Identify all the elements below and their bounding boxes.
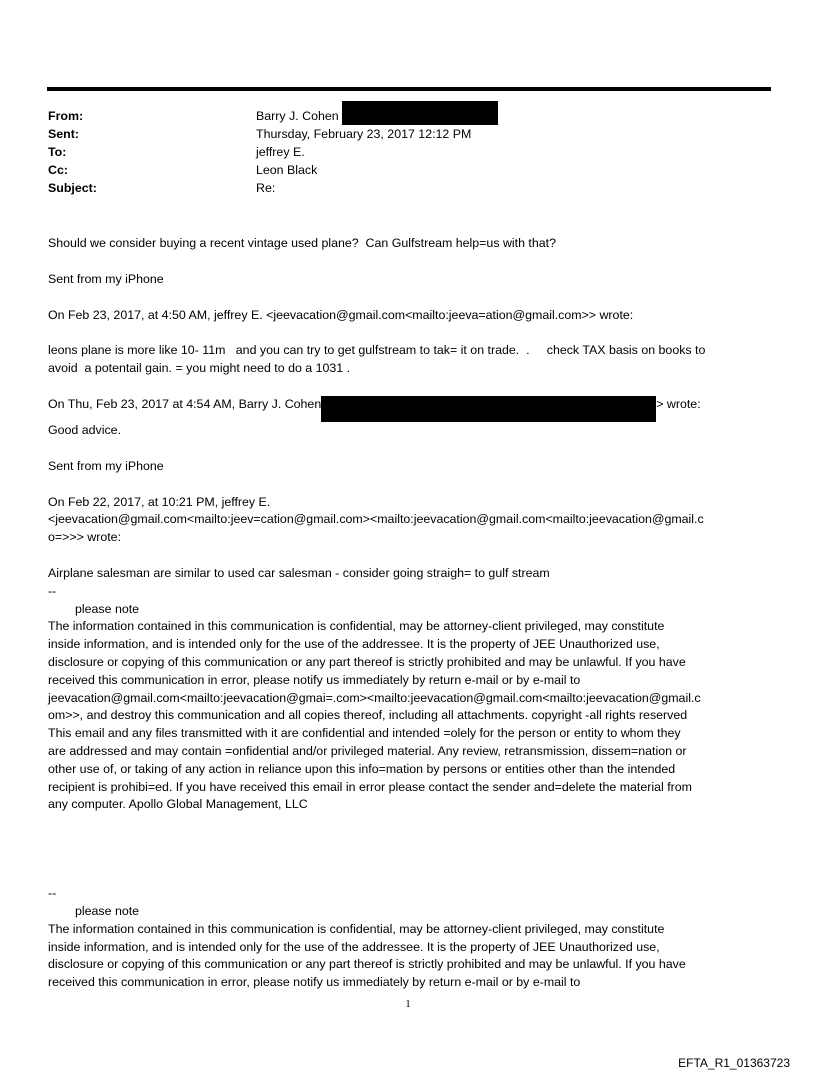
quote-header-thu-barry-suffix: > wrote:: [656, 396, 701, 411]
sent-label: Sent:: [48, 127, 79, 141]
please-note: please note: [75, 903, 140, 918]
disclaimer-line: jeevacation@gmail.com<mailto:jeevacation@gmai=.com><mailto:jeevacation@gmail.com<mailto:jeevacation@gmail.c: [48, 690, 701, 705]
cc-row: [48, 161, 498, 179]
subject-value: Re:: [256, 181, 276, 195]
disclaimer-line: disclosure or copying of this communication or any part thereof is strictly prohibited and may be unlawful. If you have: [48, 957, 686, 972]
bates-number: EFTA_R1_01363723: [678, 1056, 790, 1070]
please-note: please note: [75, 601, 140, 616]
disclaimer-line: disclosure or copying of this communication or any part thereof is strictly prohibited and may be unlawful. If you have: [48, 654, 686, 669]
disclaimer-line: are addressed and may contain =onfidential and/or privileged material. Any review, retransmission, dissem=nation or: [48, 743, 687, 758]
page-number: 1: [405, 998, 411, 1010]
body-question: Should we consider buying a recent vintage used plane? Can Gulfstream help=us with that?: [48, 236, 556, 250]
disclaimer-line: received this communication in error, please notify us immediately by return e-mail or by e-mail to: [48, 975, 581, 990]
email-header: [48, 107, 498, 197]
disclaimer-line: inside information, and is intended only for the use of the addressee. It is the property of JEE Unauthorized use,: [48, 939, 660, 954]
disclaimer-line: This email and any files transmitted with it are confidential and intended =olely for the person or entity to whom they: [48, 726, 681, 741]
from-row: [48, 107, 498, 125]
redaction-box: [342, 101, 498, 125]
cc-label: Cc:: [48, 163, 68, 177]
quote-header-thu-barry: [48, 396, 770, 422]
disclaimer-line: The information contained in this communication is confidential, may be attorney-client privileged, may constitute: [48, 619, 665, 634]
sent-from-iphone: Sent from my iPhone: [48, 271, 164, 286]
to-row: [48, 143, 498, 161]
redaction-box: [321, 396, 656, 422]
to-value: jeffrey E.: [256, 145, 305, 159]
leons-plane-line-1: leons plane is more like 10- 11m and you can try to get gulfstream to tak= it on trade. . check TAX basis on books to: [48, 343, 706, 358]
quote-header-feb23-jeffrey: On Feb 23, 2017, at 4:50 AM, jeffrey E. <jeevacation@gmail.com<mailto:jeeva=ation@gmail.com>> wrote:: [48, 307, 634, 322]
disclaimer-line: received this communication in error, please notify us immediately by return e-mail or by e-mail to: [48, 672, 581, 687]
quote-header-thu-barry-prefix: On Thu, Feb 23, 2017 at 4:54 AM, Barry J. Cohen: [48, 396, 322, 411]
sent-row: [48, 125, 498, 143]
to-label: To:: [48, 145, 67, 159]
signature-dashes: --: [48, 583, 57, 598]
email-body: [48, 235, 770, 992]
disclaimer-line: inside information, and is intended only for the use of the addressee. It is the property of JEE Unauthorized use,: [48, 637, 660, 652]
cc-value: Leon Black: [256, 163, 318, 177]
subject-row: [48, 179, 498, 197]
sent-from-iphone: Sent from my iPhone: [48, 458, 164, 473]
quote-header-feb22-line-3: o=>>> wrote:: [48, 530, 122, 545]
from-value: [256, 107, 498, 125]
leons-plane-line-2: avoid a potentail gain. = you might need to do a 1031 .: [48, 361, 351, 376]
disclaimer-line: recipient is prohibi=ed. If you have received this email in error please contact the sender and=delete the material from: [48, 779, 692, 794]
quote-header-feb22-line-2: <jeevacation@gmail.com<mailto:jeev=cation@gmail.com><mailto:jeevacation@gmail.com<mailto:jeevacation@gmail.c: [48, 512, 704, 527]
subject-label: Subject:: [48, 181, 97, 195]
disclaimer-line: any computer. Apollo Global Management, LLC: [48, 797, 308, 812]
disclaimer-line: other use of, or taking of any action in reliance upon this info=mation by persons or entities other than the intended: [48, 761, 676, 776]
disclaimer-line: om>>, and destroy this communication and all copies thereof, including all attachments. copyright -all rights reserved: [48, 708, 688, 723]
from-label: From:: [48, 109, 84, 123]
good-advice: Good advice.: [48, 422, 122, 437]
airplane-salesman-line: Airplane salesman are similar to used car salesman - consider going straigh= to gulf stream: [48, 565, 550, 580]
disclaimer-line: The information contained in this communication is confidential, may be attorney-client privileged, may constitute: [48, 921, 665, 936]
quote-header-feb22-line-1: On Feb 22, 2017, at 10:21 PM, jeffrey E.: [48, 494, 271, 509]
sent-value: Thursday, February 23, 2017 12:12 PM: [256, 127, 472, 141]
from-name: Barry J. Cohen: [256, 109, 339, 123]
signature-dashes: --: [48, 886, 57, 901]
header-rule: [47, 87, 771, 91]
